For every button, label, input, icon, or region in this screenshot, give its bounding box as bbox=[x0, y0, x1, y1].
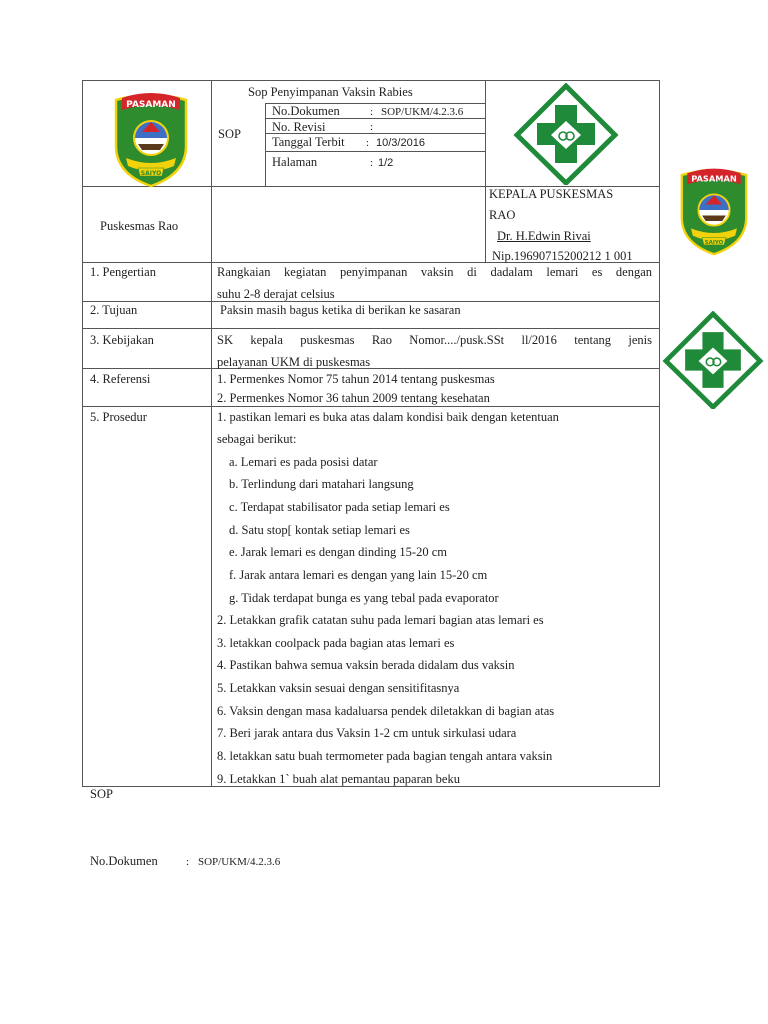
tujuan-text: Paksin masih bagus ketika di berikan ke sasaran bbox=[220, 303, 461, 317]
prosedur-step: 9. Letakkan 1` buah alat pemantau paparan beku bbox=[217, 772, 460, 786]
label-kebijakan: 3. Kebijakan bbox=[90, 333, 154, 347]
field-label-no-dokumen: No.Dokumen bbox=[272, 104, 340, 118]
label-referensi: 4. Referensi bbox=[90, 372, 151, 386]
pengertian-line1: Rangkaian kegiatan penyimpanan vaksin di dadalam lemari es dengan bbox=[217, 265, 652, 279]
footer-doc-label: No.Dokumen bbox=[90, 854, 158, 868]
prosedur-step: 8. letakkan satu buah termometer pada bagian tengah antara vaksin bbox=[217, 749, 553, 763]
label-tujuan: 2. Tujuan bbox=[90, 303, 138, 317]
head-title-line1: KEPALA PUSKESMAS bbox=[489, 187, 614, 201]
table-border-top bbox=[82, 80, 660, 81]
sop-cell-divider bbox=[265, 103, 266, 186]
field-value-tanggal-terbit: 10/3/2016 bbox=[376, 137, 425, 149]
row-divider-4 bbox=[82, 368, 660, 369]
prosedur-intro-line1: 1. pastikan lemari es buka atas dalam kondisi baik dengan ketentuan bbox=[217, 410, 559, 424]
prosedur-sub-item: g. Tidak terdapat bunga es yang tebal pada evaporator bbox=[229, 591, 499, 605]
pasaman-logo-side bbox=[673, 164, 755, 256]
sop-title: Sop Penyimpanan Vaksin Rabies bbox=[248, 85, 413, 99]
field-value-no-dokumen: SOP/UKM/4.2.3.6 bbox=[381, 106, 464, 118]
field-label-halaman: Halaman bbox=[272, 155, 318, 169]
head-title-line2: RAO bbox=[489, 208, 516, 222]
prosedur-step: 5. Letakkan vaksin sesuai dengan sensitifitasnya bbox=[217, 681, 460, 695]
footer-doc-value: SOP/UKM/4.2.3.6 bbox=[198, 856, 281, 868]
field-sep: : bbox=[370, 121, 374, 133]
prosedur-sub-item: b. Terlindung dari matahari langsung bbox=[229, 477, 414, 491]
prosedur-sub-item: f. Jarak antara lemari es dengan yang lain 15-20 cm bbox=[229, 568, 488, 582]
field-label-tanggal-terbit: Tanggal Terbit bbox=[272, 135, 345, 149]
prosedur-step: 3. letakkan coolpack pada bagian atas lemari es bbox=[217, 636, 455, 650]
prosedur-sub-item: c. Terdapat stabilisator pada setiap lemari es bbox=[229, 500, 450, 514]
logo-column-divider bbox=[485, 80, 486, 262]
label-column-divider bbox=[211, 80, 212, 787]
head-name: Dr. H.Edwin Rivai bbox=[497, 229, 591, 243]
field-sep: : bbox=[366, 137, 370, 149]
label-pengertian: 1. Pengertian bbox=[90, 265, 156, 279]
prosedur-sub-item: e. Jarak lemari es dengan dinding 15-20 cm bbox=[229, 545, 447, 559]
kebijakan-line2: pelayanan UKM di puskesmas bbox=[217, 355, 371, 369]
prosedur-step: 7. Beri jarak antara dus Vaksin 1-2 cm untuk sirkulasi udara bbox=[217, 726, 517, 740]
svg-text:SAIYO: SAIYO bbox=[704, 240, 724, 247]
field-sep: : bbox=[370, 106, 374, 118]
svg-text:SAIYO: SAIYO bbox=[140, 170, 162, 177]
table-border-left bbox=[82, 80, 83, 787]
field-label-no-revisi: No. Revisi bbox=[272, 120, 326, 134]
referensi-item-1: 1. Permenkes Nomor 75 tahun 2014 tentang puskesmas bbox=[217, 372, 495, 386]
puskesmas-logo-side bbox=[659, 311, 767, 409]
prosedur-step: 2. Letakkan grafik catatan suhu pada lemari bagian atas lemari es bbox=[217, 613, 544, 627]
head-nip: Nip.19690715200212 1 001 bbox=[492, 249, 633, 263]
svg-text:PASAMAN: PASAMAN bbox=[126, 100, 176, 110]
pasaman-logo bbox=[108, 88, 194, 188]
svg-text:PASAMAN: PASAMAN bbox=[691, 173, 737, 184]
field-sep: : bbox=[370, 157, 374, 169]
pengertian-line2: suhu 2-8 derajat celsius bbox=[217, 287, 335, 301]
referensi-item-2: 2. Permenkes Nomor 36 tahun 2009 tentang kesehatan bbox=[217, 391, 490, 405]
field-divider-4 bbox=[265, 151, 485, 152]
footer-doc-sep: : bbox=[186, 856, 190, 868]
institution-name: Puskesmas Rao bbox=[100, 219, 179, 233]
table-border-right bbox=[659, 80, 660, 787]
prosedur-sub-item: a. Lemari es pada posisi datar bbox=[229, 455, 378, 469]
row-divider-5 bbox=[82, 406, 660, 407]
row-divider-3 bbox=[82, 328, 660, 329]
label-prosedur: 5. Prosedur bbox=[90, 410, 147, 424]
sop-label: SOP bbox=[218, 127, 241, 141]
puskesmas-logo bbox=[511, 83, 621, 185]
footer-sop-label: SOP bbox=[90, 787, 113, 801]
prosedur-step: 4. Pastikan bahwa semua vaksin berada didalam dus vaksin bbox=[217, 658, 515, 672]
prosedur-intro-line2: sebagai berikut: bbox=[217, 432, 297, 446]
field-value-halaman: 1/2 bbox=[378, 157, 394, 169]
prosedur-step: 6. Vaksin dengan masa kadaluarsa pendek diletakkan di bagian atas bbox=[217, 704, 555, 718]
prosedur-sub-item: d. Satu stop[ kontak setiap lemari es bbox=[229, 523, 410, 537]
kebijakan-line1: SK kepala puskesmas Rao Nomor..../pusk.SSt ll/2016 tentang jenis bbox=[217, 333, 652, 347]
